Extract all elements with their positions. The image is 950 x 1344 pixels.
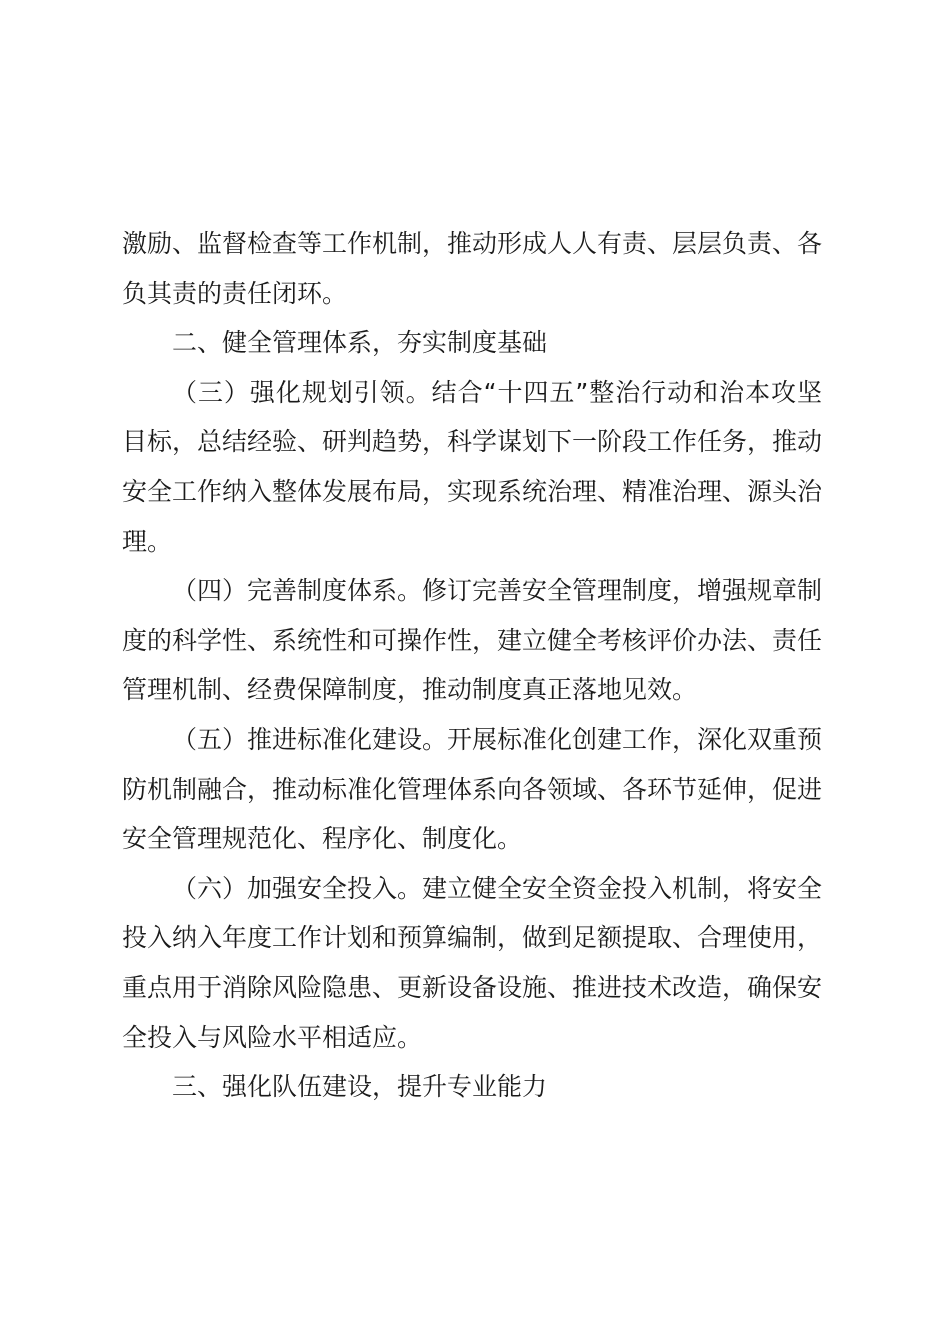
paragraph-item-6: （六）加强安全投入。建立健全安全资金投入机制，将安全投入纳入年度工作计划和预算编制，做到足额提取、合理使用，重点用于消除风险隐患、更新设备设施、推进技术改造，确保安全投入与风险水平相适应。 (122, 873, 823, 1052)
paragraph-continuation: 激励、监督检查等工作机制，推动形成人人有责、层层负责、各负其责的责任闭环。 (122, 229, 823, 308)
section-heading-2: 二、健全管理体系，夯实制度基础 (172, 328, 548, 358)
paragraph-item-5: （五）推进标准化建设。开展标准化创建工作，深化双重预防机制融合，推动标准化管理体系向各领域、各环节延伸，促进安全管理规范化、程序化、制度化。 (122, 724, 823, 854)
paragraph-item-3: （三）强化规划引领。结合“十四五”整治行动和治本攻坚目标，总结经验、研判趋势，科学谋划下一阶段工作任务，推动安全工作纳入整体发展布局，实现系统治理、精准治理、源头治理。 (122, 377, 823, 556)
document-body (122, 219, 822, 1112)
section-heading-3: 三、强化队伍建设，提升专业能力 (172, 1072, 548, 1102)
paragraph-item-4: （四）完善制度体系。修订完善安全管理制度，增强规章制度的科学性、系统性和可操作性，建立健全考核评价办法、责任管理机制、经费保障制度，推动制度真正落地见效。 (122, 576, 823, 705)
